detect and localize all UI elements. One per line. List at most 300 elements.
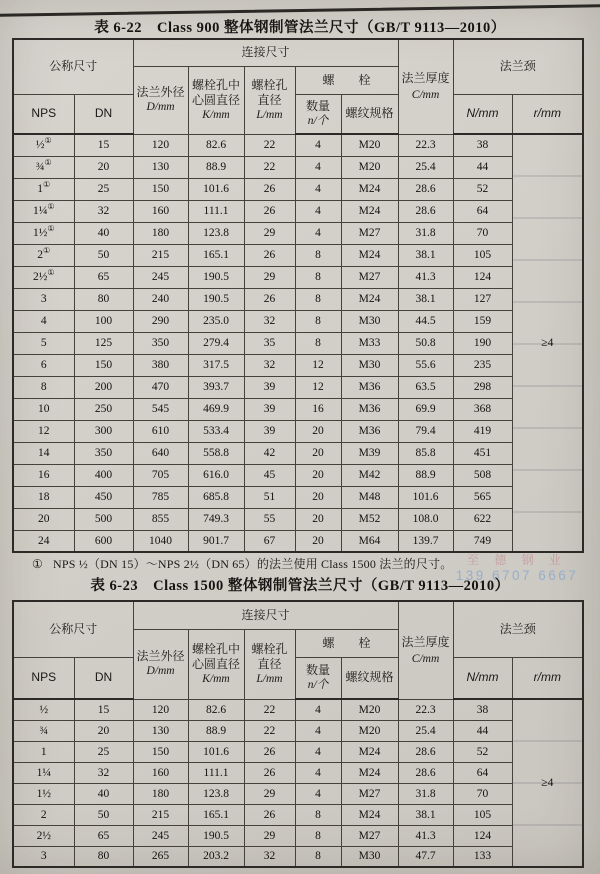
cell-c: 101.6 [398, 486, 453, 508]
cell-c: 22.3 [398, 134, 453, 156]
cell-l: 26 [244, 178, 295, 200]
header-flange-od [133, 629, 188, 699]
cell-neck_n: 235 [453, 354, 512, 376]
table-row [13, 486, 583, 508]
cell-k: 82.6 [188, 134, 244, 156]
header-bolt-circle-label1: 螺栓孔中 [192, 641, 241, 656]
cell-l: 26 [244, 741, 295, 762]
header-bolt-circle-unit: K/mm [202, 108, 230, 121]
cell-l: 26 [244, 804, 295, 825]
cell-nps: 3 [13, 846, 74, 867]
cell-nps: 1① [13, 178, 74, 200]
cell-dn: 32 [74, 200, 133, 222]
table-row [13, 266, 583, 288]
cell-c: 28.6 [398, 741, 453, 762]
cell-thread: M48 [341, 486, 398, 508]
table-row [13, 825, 583, 846]
cell-neck_n: 451 [453, 442, 512, 464]
header-neck-n-unit: N/mm [453, 94, 512, 134]
cell-dn: 100 [74, 310, 133, 332]
cell-thread: M36 [341, 398, 398, 420]
cell-thread: M20 [341, 699, 398, 720]
cell-neck_n: 44 [453, 156, 512, 178]
cell-d: 470 [133, 376, 188, 398]
table-row [13, 134, 583, 156]
table-row [13, 464, 583, 486]
table-6-23 [12, 600, 584, 868]
cell-dn: 15 [74, 699, 133, 720]
cell-l: 35 [244, 332, 295, 354]
cell-neck_n: 70 [453, 222, 512, 244]
table-row [13, 420, 583, 442]
table-6-22-title: 表 6-22 Class 900 整体钢制管法兰尺寸（GB/T 9113—2010） [94, 20, 506, 36]
cell-k: 165.1 [188, 804, 244, 825]
header-bolt-hole-label1: 螺栓孔 [251, 77, 288, 92]
header-flange-thickness-label: 法兰厚度 [401, 71, 450, 86]
cell-neck_n: 38 [453, 134, 512, 156]
cell-d: 130 [133, 720, 188, 741]
cell-dn: 125 [74, 332, 133, 354]
cell-thread: M24 [341, 741, 398, 762]
cell-d: 785 [133, 486, 188, 508]
header-bolt-circle [188, 66, 244, 134]
cell-n: 12 [295, 376, 341, 398]
table-row [13, 762, 583, 783]
cell-l: 26 [244, 288, 295, 310]
cell-thread: M36 [341, 420, 398, 442]
cell-n: 20 [295, 442, 341, 464]
cell-n: 4 [295, 720, 341, 741]
cell-c: 38.1 [398, 244, 453, 266]
table-6-23-body [13, 699, 583, 867]
cell-neck_n: 44 [453, 720, 512, 741]
footnote-marker: ① [32, 557, 43, 571]
cell-nps: 1½ [13, 783, 74, 804]
cell-n: 4 [295, 156, 341, 178]
cell-l: 32 [244, 846, 295, 867]
cell-neck_n: 133 [453, 846, 512, 867]
cell-l: 29 [244, 222, 295, 244]
table-row [13, 530, 583, 552]
header-bolt: 螺 栓 [295, 66, 398, 94]
cell-neck_n: 105 [453, 804, 512, 825]
header-thread-spec: 螺纹规格 [341, 657, 398, 699]
cell-c: 41.3 [398, 825, 453, 846]
table-6-23-title: 表 6-23 Class 1500 整体钢制管法兰尺寸（GB/T 9113—2010） [90, 578, 510, 594]
cell-n: 20 [295, 508, 341, 530]
cell-d: 160 [133, 200, 188, 222]
cell-thread: M24 [341, 178, 398, 200]
cell-thread: M42 [341, 464, 398, 486]
cell-neck_n: 190 [453, 332, 512, 354]
header-flange-od-unit: D/mm [146, 101, 175, 114]
header-bolt-circle-label2: 心圆直径 [192, 656, 241, 671]
cell-d: 120 [133, 134, 188, 156]
cell-thread: M33 [341, 332, 398, 354]
vendor-watermark-phone: 139 6707 6667 [455, 568, 579, 583]
cell-nps: 5 [13, 332, 74, 354]
table-row [13, 846, 583, 867]
cell-k: 558.8 [188, 442, 244, 464]
cell-d: 610 [133, 420, 188, 442]
cell-nps: ½ [13, 699, 74, 720]
cell-c: 38.1 [398, 288, 453, 310]
cell-n: 8 [295, 310, 341, 332]
header-dn: DN [74, 94, 133, 134]
cell-dn: 40 [74, 222, 133, 244]
cell-c: 88.9 [398, 464, 453, 486]
cell-k: 279.4 [188, 332, 244, 354]
cell-d: 380 [133, 354, 188, 376]
cell-c: 28.6 [398, 178, 453, 200]
header-bolt-qty [295, 94, 341, 134]
cell-l: 26 [244, 200, 295, 222]
cell-c: 28.6 [398, 762, 453, 783]
cell-c: 38.1 [398, 804, 453, 825]
cell-neck_n: 124 [453, 825, 512, 846]
cell-n: 20 [295, 420, 341, 442]
cell-thread: M24 [341, 762, 398, 783]
cell-neck_n: 368 [453, 398, 512, 420]
cell-dn: 300 [74, 420, 133, 442]
cell-thread: M20 [341, 720, 398, 741]
table-row [13, 442, 583, 464]
cell-c: 41.3 [398, 266, 453, 288]
cell-l: 29 [244, 266, 295, 288]
header-neck-n-unit: N/mm [453, 657, 512, 699]
cell-neck_n: 64 [453, 200, 512, 222]
cell-d: 150 [133, 741, 188, 762]
table-row [13, 804, 583, 825]
cell-d: 215 [133, 244, 188, 266]
footnote-text: NPS ½（DN 15）～NPS 2½（DN 65）的法兰使用 Class 1500 法兰的尺寸。 [52, 557, 453, 571]
cell-k: 393.7 [188, 376, 244, 398]
cell-dn: 80 [74, 288, 133, 310]
cell-thread: M24 [341, 804, 398, 825]
table-row [13, 332, 583, 354]
cell-d: 240 [133, 288, 188, 310]
header-bolt-hole [244, 66, 295, 134]
cell-n: 16 [295, 398, 341, 420]
cell-neck_n: 508 [453, 464, 512, 486]
header-bolt-qty-label: 数量 [306, 663, 331, 678]
cell-l: 42 [244, 442, 295, 464]
cell-l: 67 [244, 530, 295, 552]
cell-nps: 16 [13, 464, 74, 486]
table-row [13, 178, 583, 200]
cell-l: 39 [244, 398, 295, 420]
cell-dn: 600 [74, 530, 133, 552]
cell-n: 8 [295, 332, 341, 354]
cell-k: 190.5 [188, 288, 244, 310]
cell-dn: 65 [74, 266, 133, 288]
cell-nps: 8 [13, 376, 74, 398]
cell-n: 20 [295, 464, 341, 486]
cell-d: 1040 [133, 530, 188, 552]
header-bolt-hole-label2: 直径 [257, 656, 282, 671]
cell-c: 31.8 [398, 222, 453, 244]
cell-neck_n: 52 [453, 741, 512, 762]
header-bolt-qty [295, 657, 341, 699]
cell-k: 123.8 [188, 222, 244, 244]
cell-n: 4 [295, 178, 341, 200]
header-bolt-circle-label2: 心圆直径 [192, 92, 241, 107]
cell-thread: M30 [341, 354, 398, 376]
cell-c: 25.4 [398, 720, 453, 741]
header-flange-neck: 法兰颈 [453, 601, 583, 657]
header-flange-thickness [398, 39, 453, 134]
cell-c: 44.5 [398, 310, 453, 332]
cell-nps: ¾ [13, 720, 74, 741]
cell-nps: ½① [13, 134, 74, 156]
header-nps: NPS [13, 657, 74, 699]
footnote-ref-mark: ① [43, 180, 51, 190]
cell-c: 31.8 [398, 783, 453, 804]
cell-d: 290 [133, 310, 188, 332]
cell-thread: M20 [341, 134, 398, 156]
cell-k: 685.8 [188, 486, 244, 508]
cell-thread: M24 [341, 288, 398, 310]
cell-d: 245 [133, 825, 188, 846]
cell-d: 130 [133, 156, 188, 178]
cell-thread: M64 [341, 530, 398, 552]
cell-neck_n: 159 [453, 310, 512, 332]
cell-n: 20 [295, 530, 341, 552]
cell-k: 88.9 [188, 720, 244, 741]
cell-d: 640 [133, 442, 188, 464]
table-row [13, 310, 583, 332]
header-bolt-qty-label: 数量 [306, 99, 331, 114]
header-neck-r-unit: r/mm [512, 657, 583, 699]
cell-neck_n: 419 [453, 420, 512, 442]
cell-l: 26 [244, 762, 295, 783]
cell-l: 22 [244, 156, 295, 178]
cell-c: 85.8 [398, 442, 453, 464]
cell-n: 8 [295, 266, 341, 288]
cell-nps: 2½ [13, 825, 74, 846]
cell-k: 101.6 [188, 741, 244, 762]
table-row [13, 156, 583, 178]
cell-thread: M24 [341, 200, 398, 222]
cell-d: 120 [133, 699, 188, 720]
cell-n: 4 [295, 134, 341, 156]
cell-dn: 20 [74, 720, 133, 741]
cell-thread: M24 [341, 244, 398, 266]
cell-n: 4 [295, 222, 341, 244]
cell-c: 139.7 [398, 530, 453, 552]
cell-l: 32 [244, 310, 295, 332]
footnote-ref-mark: ① [47, 202, 55, 212]
cell-k: 203.2 [188, 846, 244, 867]
header-flange-thickness [398, 601, 453, 699]
cell-nps: 24 [13, 530, 74, 552]
header-flange-thickness-unit: C/mm [411, 652, 440, 665]
header-bolt-circle-label1: 螺栓孔中 [192, 77, 241, 92]
header-connection-size: 连接尺寸 [133, 601, 398, 629]
cell-neck_n: 124 [453, 266, 512, 288]
header-bolt-circle [188, 629, 244, 699]
table-row [13, 288, 583, 310]
cell-d: 855 [133, 508, 188, 530]
cell-dn: 450 [74, 486, 133, 508]
cell-d: 350 [133, 332, 188, 354]
cell-nps: 2½① [13, 266, 74, 288]
cell-k: 901.7 [188, 530, 244, 552]
cell-l: 39 [244, 420, 295, 442]
cell-nps: 20 [13, 508, 74, 530]
cell-thread: M39 [341, 442, 398, 464]
cell-n: 4 [295, 200, 341, 222]
cell-c: 22.3 [398, 699, 453, 720]
footnote [32, 555, 572, 572]
cell-neck_n: 749 [453, 530, 512, 552]
cell-dn: 32 [74, 762, 133, 783]
cell-r-merged: ≥4 [512, 134, 583, 552]
cell-nps: 12 [13, 420, 74, 442]
cell-dn: 500 [74, 508, 133, 530]
cell-dn: 15 [74, 134, 133, 156]
cell-d: 705 [133, 464, 188, 486]
cell-thread: M52 [341, 508, 398, 530]
header-flange-od-unit: D/mm [146, 665, 175, 678]
header-bolt-hole-unit: L/mm [256, 108, 283, 121]
cell-thread: M30 [341, 310, 398, 332]
cell-thread: M36 [341, 376, 398, 398]
cell-nps: 1 [13, 741, 74, 762]
cell-k: 235.0 [188, 310, 244, 332]
cell-dn: 20 [74, 156, 133, 178]
cell-l: 55 [244, 508, 295, 530]
cell-neck_n: 565 [453, 486, 512, 508]
cell-l: 22 [244, 134, 295, 156]
cell-l: 22 [244, 699, 295, 720]
cell-d: 160 [133, 762, 188, 783]
cell-nps: 1¼ [13, 762, 74, 783]
cell-neck_n: 52 [453, 178, 512, 200]
table-row [13, 741, 583, 762]
cell-d: 215 [133, 804, 188, 825]
cell-d: 545 [133, 398, 188, 420]
header-flange-thickness-unit: C/mm [411, 89, 440, 102]
cell-nps: ¾① [13, 156, 74, 178]
cell-thread: M30 [341, 846, 398, 867]
vendor-watermark-name: 至 德 钢 业 [466, 553, 567, 567]
cell-n: 20 [295, 486, 341, 508]
table-row [13, 508, 583, 530]
cell-k: 749.3 [188, 508, 244, 530]
cell-nps: 2 [13, 804, 74, 825]
cell-d: 265 [133, 846, 188, 867]
header-flange-thickness-label: 法兰厚度 [401, 634, 450, 649]
header-connection-size: 连接尺寸 [133, 39, 398, 66]
cell-d: 245 [133, 266, 188, 288]
cell-n: 8 [295, 825, 341, 846]
cell-c: 63.5 [398, 376, 453, 398]
cell-k: 469.9 [188, 398, 244, 420]
header-bolt: 螺 栓 [295, 629, 398, 657]
header-neck-r-unit: r/mm [512, 94, 583, 134]
cell-dn: 200 [74, 376, 133, 398]
header-bolt-circle-unit: K/mm [202, 672, 230, 685]
page-top-rule [0, 4, 600, 17]
cell-c: 55.6 [398, 354, 453, 376]
table-row [13, 354, 583, 376]
cell-l: 22 [244, 720, 295, 741]
cell-d: 180 [133, 783, 188, 804]
cell-k: 190.5 [188, 825, 244, 846]
table-row [13, 699, 583, 720]
cell-n: 8 [295, 288, 341, 310]
cell-d: 180 [133, 222, 188, 244]
header-nps: NPS [13, 94, 74, 134]
cell-dn: 350 [74, 442, 133, 464]
cell-thread: M27 [341, 266, 398, 288]
table-6-22-body [13, 134, 583, 552]
cell-thread: M27 [341, 783, 398, 804]
cell-l: 51 [244, 486, 295, 508]
cell-k: 165.1 [188, 244, 244, 266]
cell-l: 29 [244, 825, 295, 846]
cell-c: 47.7 [398, 846, 453, 867]
cell-nps: 4 [13, 310, 74, 332]
cell-k: 82.6 [188, 699, 244, 720]
cell-l: 29 [244, 783, 295, 804]
footnote-ref-mark: ① [47, 268, 55, 278]
cell-dn: 40 [74, 783, 133, 804]
header-bolt-hole-label2: 直径 [257, 92, 282, 107]
table-row [13, 376, 583, 398]
cell-n: 4 [295, 741, 341, 762]
cell-neck_n: 105 [453, 244, 512, 266]
cell-neck_n: 127 [453, 288, 512, 310]
cell-n: 8 [295, 846, 341, 867]
cell-nps: 6 [13, 354, 74, 376]
cell-c: 28.6 [398, 200, 453, 222]
cell-c: 79.4 [398, 420, 453, 442]
cell-l: 45 [244, 464, 295, 486]
cell-thread: M27 [341, 825, 398, 846]
cell-neck_n: 38 [453, 699, 512, 720]
table-6-22 [12, 38, 584, 553]
cell-nps: 18 [13, 486, 74, 508]
cell-l: 26 [244, 244, 295, 266]
cell-dn: 400 [74, 464, 133, 486]
cell-nps: 1½① [13, 222, 74, 244]
cell-dn: 65 [74, 825, 133, 846]
header-flange-od-label: 法兰外径 [136, 85, 185, 100]
cell-neck_n: 622 [453, 508, 512, 530]
cell-k: 111.1 [188, 200, 244, 222]
table-row [13, 783, 583, 804]
cell-n: 4 [295, 762, 341, 783]
cell-n: 4 [295, 699, 341, 720]
header-flange-neck: 法兰颈 [453, 39, 583, 94]
cell-k: 123.8 [188, 783, 244, 804]
table-row [13, 222, 583, 244]
cell-k: 317.5 [188, 354, 244, 376]
cell-n: 8 [295, 244, 341, 266]
header-bolt-hole [244, 629, 295, 699]
cell-neck_n: 64 [453, 762, 512, 783]
cell-dn: 25 [74, 178, 133, 200]
cell-r-merged: ≥4 [512, 699, 583, 867]
cell-k: 190.5 [188, 266, 244, 288]
header-bolt-qty-unit: n/个 [307, 115, 329, 128]
cell-nps: 1¼① [13, 200, 74, 222]
cell-c: 69.9 [398, 398, 453, 420]
header-flange-od-label: 法兰外径 [136, 649, 185, 664]
footnote-ref-mark: ① [47, 224, 55, 234]
